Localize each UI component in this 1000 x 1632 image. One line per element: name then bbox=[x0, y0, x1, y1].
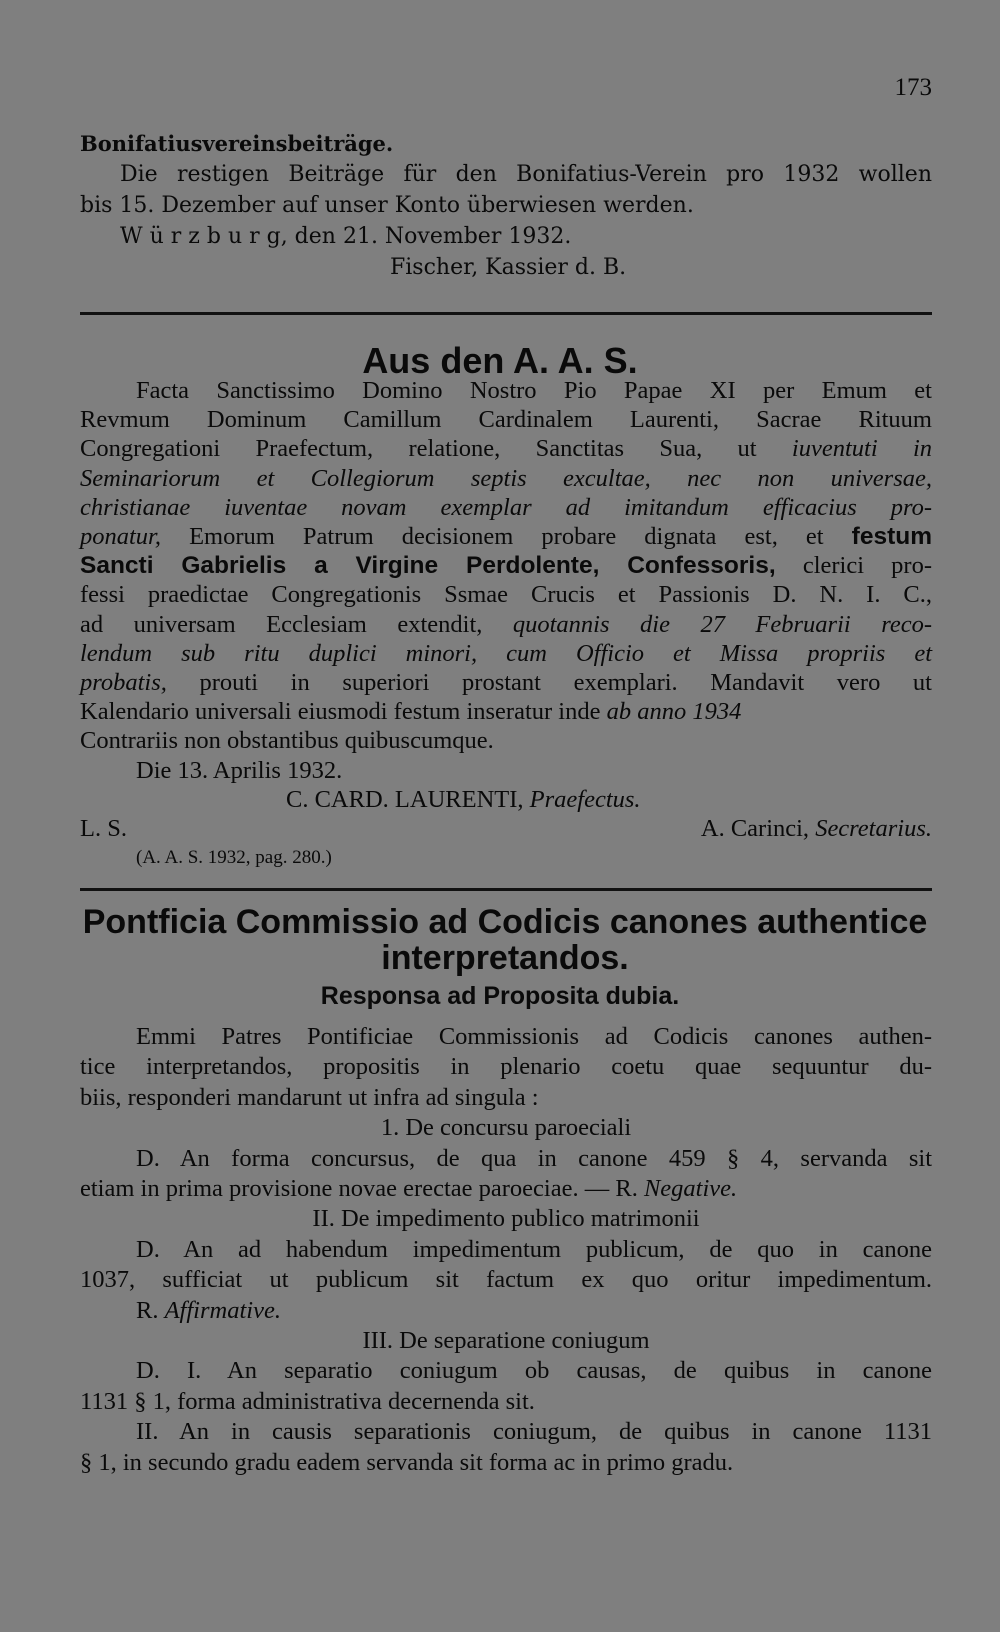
text-run: Sancti Gabrielis a Virgine Perdolente, Confessoris, bbox=[80, 552, 776, 580]
divider bbox=[80, 312, 932, 315]
page-number: 173 bbox=[894, 74, 932, 101]
text-run: iuventuti in bbox=[791, 435, 932, 463]
paragraph-line: Emmi Patres Pontificiae Commissionis ad Codicis canones authen- bbox=[136, 1023, 932, 1050]
paragraph-line: Contrariis non obstantibus quibuscumque. bbox=[80, 727, 494, 755]
subsection-heading: 1. De concursu paroeciali bbox=[380, 1114, 632, 1142]
paragraph-line: biis, responderi mandarunt ut infra ad singula : bbox=[80, 1083, 539, 1111]
paragraph-line bbox=[80, 668, 932, 697]
divider bbox=[80, 888, 932, 891]
bonifatius-section bbox=[80, 128, 932, 283]
paragraph-line: Facta Sanctissimo Domino Nostro Pio Papae XI per Emum et bbox=[136, 377, 932, 404]
section-heading: Aus den A. A. S. bbox=[362, 340, 638, 381]
paragraph-line bbox=[80, 434, 932, 463]
signature-row bbox=[80, 814, 932, 843]
paragraph-line: D. An ad habendum impedimentum publicum, de quo in canone bbox=[136, 1235, 932, 1263]
paragraph-line: II. An in causis separationis coniugum, de quibus in canone 1131 bbox=[136, 1418, 932, 1446]
responsa-text bbox=[80, 1022, 932, 1478]
paragraph-line: lendum sub ritu duplici minori, cum Officio et Missa propriis et bbox=[80, 639, 932, 667]
text-run: Praefectus. bbox=[529, 785, 641, 813]
signature-secretary bbox=[701, 814, 932, 843]
text-run: Secretarius. bbox=[815, 815, 932, 843]
text-run: ad universam Ecclesiam extendit, bbox=[80, 610, 513, 638]
paragraph-line: christianae iuventae novam exemplar ad imitandum efficacius pro- bbox=[80, 493, 932, 521]
seal-mark: L. S. bbox=[80, 815, 127, 843]
paragraph-line: tice interpretandos, propositis in plenario coetu quae sequuntur du- bbox=[80, 1053, 932, 1081]
text-run: Emorum Patrum decisionem probare dignata est, et bbox=[161, 523, 852, 551]
paragraph-line: D. An forma concursus, de qua in canone 459 § 4, servanda sit bbox=[136, 1144, 932, 1172]
paragraph-line: Revmum Dominum Camillum Cardinalem Laurenti, Sacrae Rituum bbox=[80, 406, 932, 434]
section-title bbox=[70, 904, 940, 976]
text-run: etiam in prima provisione novae erectae paroeciae. — R. bbox=[80, 1175, 644, 1203]
text-run: festum bbox=[851, 523, 932, 551]
section-subtitle: Responsa ad Proposita dubia. bbox=[320, 982, 680, 1010]
section-heading: Bonifatiusvereinsbeiträge. bbox=[80, 131, 394, 156]
text-run: C. CARD. LAURENTI, bbox=[286, 785, 530, 813]
text-run: ponatur, bbox=[80, 523, 162, 551]
text-run: Congregationi Praefectum, relatione, Sanctitas Sua, ut bbox=[80, 435, 792, 463]
paragraph-line: W ü r z b u r g, den 21. November 1932. bbox=[120, 224, 572, 249]
decree-date: Die 13. Aprilis 1932. bbox=[136, 756, 343, 784]
decree-text bbox=[80, 376, 932, 872]
text-run: clerici pro- bbox=[775, 552, 932, 580]
text-run: A. Carinci, bbox=[700, 815, 816, 843]
text-run: Negative. bbox=[643, 1175, 738, 1203]
paragraph-line: 1037, sufficiat ut publicum sit factum ex quo oritur impedimentum. bbox=[80, 1266, 932, 1294]
paragraph-line: 1131 § 1, forma administrativa decernenda sit. bbox=[80, 1387, 535, 1415]
paragraph-line bbox=[80, 697, 932, 726]
signature: Fischer, Kassier d. B. bbox=[390, 255, 627, 280]
text-run: Kalendario universali eiusmodi festum inseratur inde bbox=[80, 698, 607, 726]
paragraph-line bbox=[80, 1174, 932, 1204]
text-run: quotannis die 27 Februarii reco- bbox=[512, 610, 932, 638]
subsection-heading: III. De separatione coniugum bbox=[362, 1327, 650, 1355]
title-line: interpretandos. bbox=[381, 939, 629, 977]
text-run: prouti in superiori prostant exemplari. Mandavit vero ut bbox=[166, 669, 932, 697]
paragraph-line: Seminariorum et Collegiorum septis excultae, nec non universae, bbox=[80, 464, 932, 492]
signature-prefect bbox=[80, 785, 932, 814]
paragraph-line: D. I. An separatio coniugum ob causas, de quibus in canone bbox=[136, 1357, 932, 1385]
paragraph-line: § 1, in secundo gradu eadem servanda sit forma ac in primo gradu. bbox=[80, 1448, 734, 1476]
text-run: Affirmative. bbox=[164, 1296, 281, 1324]
paragraph-line bbox=[80, 610, 932, 639]
paragraph-line bbox=[80, 551, 932, 580]
paragraph-line: fessi praedictae Congregationis Ssmae Crucis et Passionis D. N. I. C., bbox=[80, 581, 932, 609]
text-run: ab anno 1934 bbox=[606, 698, 742, 726]
text-run: probatis, bbox=[80, 669, 167, 697]
text-run: R. bbox=[136, 1296, 165, 1324]
subsection-heading: II. De impedimento publico matrimonii bbox=[312, 1205, 700, 1233]
paragraph-line: Die restigen Beiträge für den Bonifatius-Verein pro 1932 wollen bbox=[120, 162, 932, 187]
title-line: Pontficia Commissio ad Codicis canones authentice bbox=[82, 903, 928, 941]
citation: (A. A. S. 1932, pag. 280.) bbox=[136, 847, 332, 869]
paragraph-line bbox=[80, 1296, 932, 1326]
paragraph-line: bis 15. Dezember auf unser Konto überwiesen werden. bbox=[80, 193, 694, 218]
paragraph-line bbox=[80, 522, 932, 551]
